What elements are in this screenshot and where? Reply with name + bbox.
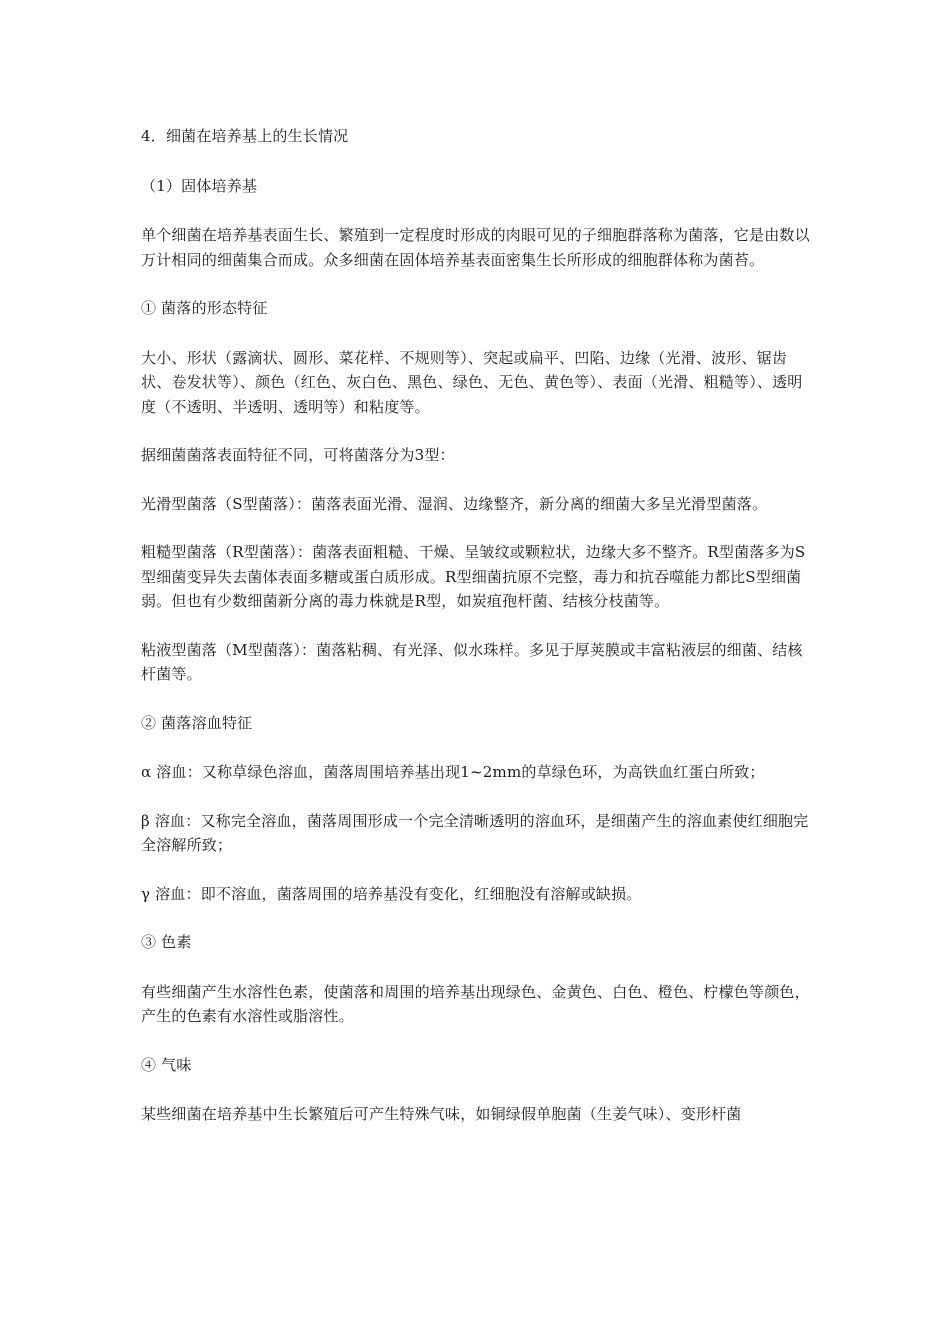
pigment-paragraph: 有些细菌产生水溶性色素，使菌落和周围的培养基出现绿色、金黄色、白色、橙色、柠檬色等颜色，产生的色素有水溶性或脂溶性。 [141, 982, 810, 1025]
beta-hemolysis-paragraph: β 溶血：又称完全溶血，菌落周围形成一个完全清晰透明的溶血环，是细菌产生的溶血素使红细胞完全溶解所致； [141, 811, 809, 854]
document-page [141, 124, 817, 1151]
section-title: 4．细菌在培养基上的生长情况 [141, 127, 349, 145]
alpha-hemolysis-paragraph: α 溶血：又称草绿色溶血，菌落周围培养基出现1~2mm的草绿色环，为高铁血红蛋白所致； [141, 763, 765, 781]
hemolysis-heading: ② 菌落溶血特征 [141, 713, 253, 732]
types-intro: 据细菌菌落表面特征不同，可将菌落分为3型： [141, 446, 455, 464]
smooth-type-paragraph: 光滑型菌落（S型菌落）：菌落表面光滑、湿润、边缘整齐，新分离的细菌大多呈光滑型菌落。 [141, 494, 768, 513]
odor-heading: ④ 气味 [141, 1055, 192, 1074]
odor-paragraph: 某些细菌在培养基中生长繁殖后可产生特殊气味，如铜绿假单胞菌（生姜气味）、变形杆菌 [141, 1105, 742, 1123]
intro-paragraph: 单个细菌在培养基表面生长、繁殖到一定程度时形成的肉眼可见的子细胞群落称为菌落，它是由数以万计相同的细菌集合而成。众多细菌在固体培养基表面密集生长所形成的细胞群体称为菌苔。 [141, 226, 810, 269]
pigment-heading: ③ 色素 [141, 933, 192, 951]
rough-type-paragraph: 粗糙型菌落（R型菌落）：菌落表面粗糙、干燥、呈皱纹或颗粒状，边缘大多不整齐。R型菌落多为S型细菌变异失去菌体表面多糖或蛋白质形成。R型细菌抗原不完整，毒力和抗吞噬能力都比S型细菌弱。但也有少数细菌新分离的毒力株就是R型，如炭疽孢杆菌、结核分枝菌等。 [141, 543, 806, 610]
subsection-solid-medium: （1）固体培养基 [141, 176, 258, 195]
mucoid-type-paragraph: 粘液型菌落（M型菌落）：菌落粘稠、有光泽、似水珠样。多见于厚荚膜或丰富粘液层的细菌、结核杆菌等。 [141, 640, 803, 683]
morphology-paragraph: 大小、形状（露滴状、圆形、菜花样、不规则等）、突起或扁平、凹陷、边缘（光滑、波形、锯齿状、卷发状等）、颜色（红色、灰白色、黑色、绿色、无色、黄色等）、表面（光滑、粗糙等）、透明度（不透明、半透明、透明等）和粘度等。 [141, 348, 803, 416]
morphology-heading: ① 菌落的形态特征 [141, 299, 268, 317]
gamma-hemolysis-paragraph: γ 溶血：即不溶血，菌落周围的培养基没有变化，红细胞没有溶解或缺损。 [141, 884, 642, 903]
